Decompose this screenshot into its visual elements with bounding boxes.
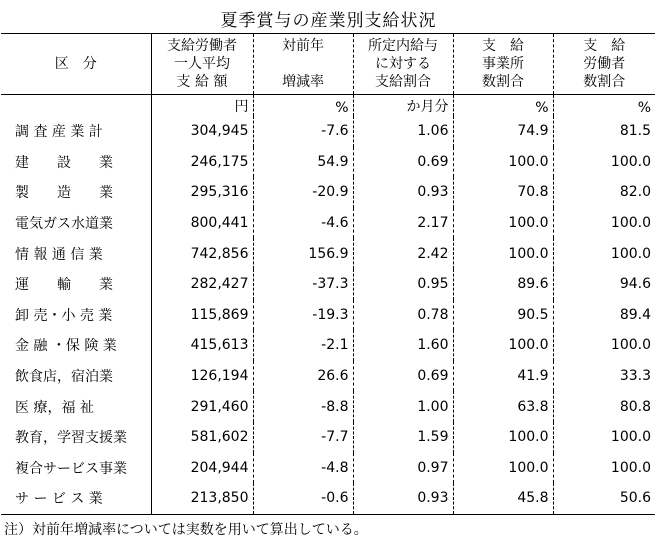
row-label: 金 融 ・保 険 業	[15, 338, 117, 355]
row-label: 製 造 業	[15, 185, 113, 202]
table-header-row	[1, 34, 655, 95]
unit-ratio: か月分	[353, 95, 453, 117]
cell-workers: 82.0	[553, 177, 655, 208]
cell-establishments: 100.0	[453, 330, 553, 361]
unit-establishments: %	[453, 95, 553, 117]
cell-establishments: 90.5	[453, 300, 553, 331]
cell-establishments: 100.0	[453, 453, 553, 484]
cell-establishments: 70.8	[453, 177, 553, 208]
row-label: 電気ガス水道業	[15, 216, 113, 233]
table-row	[1, 453, 655, 484]
cell-amount: 291,460	[151, 391, 253, 422]
cell-workers: 94.6	[553, 269, 655, 300]
cell-ratio: 0.97	[353, 453, 453, 484]
cell-change: -4.8	[253, 453, 353, 484]
unit-blank	[1, 95, 151, 117]
cell-change: -20.9	[253, 177, 353, 208]
row-label: 教育，学習支援業	[15, 430, 127, 447]
cell-amount: 115,869	[151, 300, 253, 331]
cell-ratio: 0.95	[353, 269, 453, 300]
cell-change: 26.6	[253, 361, 353, 392]
header-workers-line2: 労働者	[583, 56, 626, 72]
cell-amount: 581,602	[151, 422, 253, 453]
cell-amount: 213,850	[151, 483, 253, 514]
table-row	[1, 238, 655, 269]
cell-establishments: 100.0	[453, 422, 553, 453]
footnote: 注）対前年増減率については実数を用いて算出している。	[4, 522, 368, 538]
cell-workers: 89.4	[553, 300, 655, 331]
header-amount-line3: 支 給 額	[176, 74, 228, 90]
header-establishments-line2: 事業所	[482, 56, 524, 72]
table-row	[1, 116, 655, 147]
header-change-line3: 増減率	[282, 74, 324, 90]
row-label: 複合サービス事業	[15, 460, 127, 477]
cell-amount: 126,194	[151, 361, 253, 392]
cell-workers: 80.8	[553, 391, 655, 422]
table-row	[1, 422, 655, 453]
cell-establishments: 45.8	[453, 483, 553, 514]
cell-ratio: 0.93	[353, 483, 453, 514]
cell-amount: 800,441	[151, 208, 253, 239]
cell-ratio: 1.00	[353, 391, 453, 422]
cell-change: -7.7	[253, 422, 353, 453]
cell-establishments: 100.0	[453, 238, 553, 269]
table-row	[1, 361, 655, 392]
cell-change: 54.9	[253, 147, 353, 178]
header-amount	[151, 34, 253, 95]
header-establishments-line3: 数割合	[482, 74, 524, 90]
header-workers-line1: 支 給	[583, 38, 626, 54]
header-category	[1, 34, 151, 95]
row-label: 運 輸 業	[15, 277, 113, 294]
cell-establishments: 63.8	[453, 391, 553, 422]
row-label: 建 設 業	[15, 154, 113, 171]
cell-ratio: 0.78	[353, 300, 453, 331]
unit-amount: 円	[151, 95, 253, 117]
row-label: 飲食店，宿泊業	[15, 369, 113, 386]
row-label: 医 療，福 祉	[15, 399, 94, 416]
cell-workers: 100.0	[553, 147, 655, 178]
cell-workers: 100.0	[553, 208, 655, 239]
cell-amount: 204,944	[151, 453, 253, 484]
table-row	[1, 391, 655, 422]
cell-ratio: 0.69	[353, 361, 453, 392]
cell-establishments: 89.6	[453, 269, 553, 300]
cell-amount: 295,316	[151, 177, 253, 208]
cell-workers: 100.0	[553, 330, 655, 361]
header-category-label: 区 分	[54, 56, 97, 72]
cell-change: -19.3	[253, 300, 353, 331]
page-title: 夏季賞与の産業別支給状況	[220, 11, 437, 31]
cell-change: -4.6	[253, 208, 353, 239]
cell-establishments: 41.9	[453, 361, 553, 392]
cell-workers: 81.5	[553, 116, 655, 147]
table-row	[1, 208, 655, 239]
table-row	[1, 483, 655, 514]
cell-change: -2.1	[253, 330, 353, 361]
cell-workers: 100.0	[553, 238, 655, 269]
cell-ratio: 1.59	[353, 422, 453, 453]
header-amount-line1: 支給労働者	[167, 38, 237, 54]
cell-ratio: 1.60	[353, 330, 453, 361]
cell-ratio: 0.93	[353, 177, 453, 208]
row-label: 卸 売・小 売 業	[15, 307, 113, 324]
header-change-line2	[282, 55, 324, 73]
cell-establishments: 100.0	[453, 208, 553, 239]
cell-workers: 100.0	[553, 422, 655, 453]
row-label: サ ー ビ ス 業	[1, 483, 151, 514]
table-row	[1, 330, 655, 361]
cell-establishments: 74.9	[453, 116, 553, 147]
row-label: 調 査 産 業 計	[15, 124, 103, 141]
header-ratio-line3: 支給割合	[375, 74, 431, 90]
unit-workers: %	[553, 95, 655, 117]
row-label: 情 報 通 信 業	[15, 246, 103, 263]
cell-amount: 742,856	[151, 238, 253, 269]
header-ratio	[353, 34, 453, 95]
unit-change: %	[253, 95, 353, 117]
cell-change: -0.6	[253, 483, 353, 514]
cell-amount: 415,613	[151, 330, 253, 361]
cell-workers: 100.0	[553, 453, 655, 484]
cell-establishments: 100.0	[453, 147, 553, 178]
header-ratio-line1: 所定内給与	[368, 38, 438, 54]
cell-change: -37.3	[253, 269, 353, 300]
header-change-line1: 対前年	[282, 38, 324, 54]
table-row	[1, 269, 655, 300]
header-establishments-line1: 支 給	[482, 38, 524, 54]
table-row	[1, 147, 655, 178]
cell-ratio: 2.42	[353, 238, 453, 269]
cell-amount: 246,175	[151, 147, 253, 178]
header-workers	[553, 34, 655, 95]
cell-amount: 282,427	[151, 269, 253, 300]
cell-change: 156.9	[253, 238, 353, 269]
header-change	[253, 34, 353, 95]
table-row	[1, 300, 655, 331]
cell-amount: 304,945	[151, 116, 253, 147]
cell-workers: 33.3	[553, 361, 655, 392]
cell-change: -8.8	[253, 391, 353, 422]
table-row	[1, 177, 655, 208]
header-establishments	[453, 34, 553, 95]
cell-change: -7.6	[253, 116, 353, 147]
header-ratio-line2: に対する	[375, 56, 431, 72]
cell-ratio: 0.69	[353, 147, 453, 178]
cell-ratio: 1.06	[353, 116, 453, 147]
header-workers-line3: 数割合	[583, 74, 626, 90]
bonus-table	[1, 33, 655, 515]
cell-workers: 50.6	[553, 483, 655, 514]
header-amount-line2: 一人平均	[174, 56, 230, 72]
unit-row	[1, 95, 655, 117]
cell-ratio: 2.17	[353, 208, 453, 239]
